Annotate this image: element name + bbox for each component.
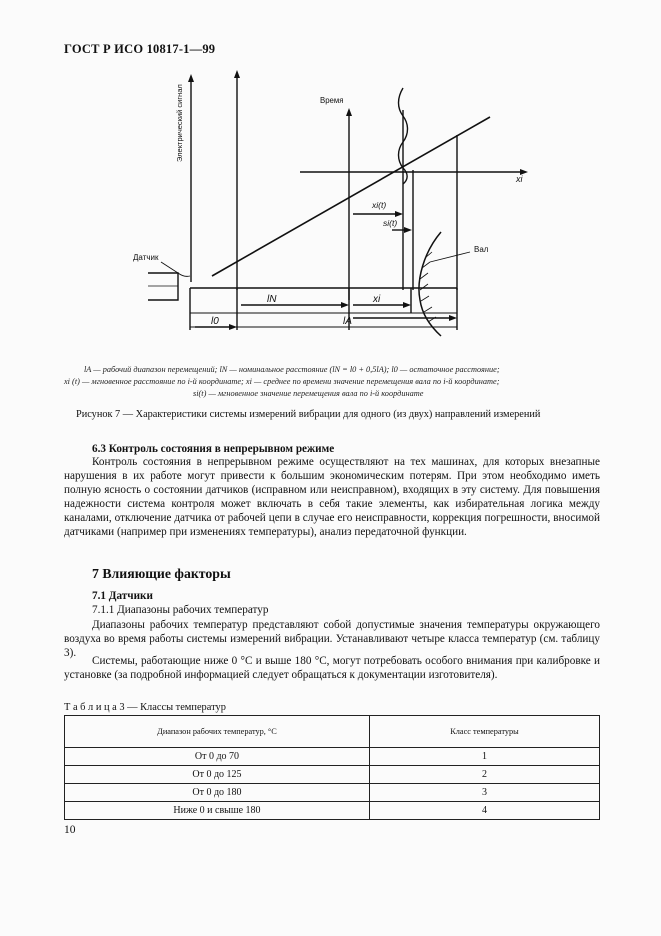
figure-caption: Рисунок 7 — Характеристики системы измерений вибрации для одного (из двух) направлений измерений [76, 409, 541, 420]
header-temperature-class: Класс температуры [369, 716, 599, 748]
shaft-label: Вал [474, 245, 489, 254]
class-cell: 4 [369, 802, 599, 820]
table-row [65, 766, 600, 784]
electrical-signal-label: Электрический сигнал [175, 84, 184, 162]
figure-7-diagram [0, 0, 661, 400]
section-7-heading: 7 Влияющие факторы [92, 566, 231, 581]
table-3-caption: Т а б л и ц а 3 — Классы температур [64, 702, 226, 713]
class-cell: 1 [369, 748, 599, 766]
temperature-classes-table [64, 715, 600, 820]
lA-label: lA [343, 316, 352, 327]
lN-label: lN [267, 294, 277, 305]
characteristic-line [212, 117, 490, 276]
xi-t-label: xi(t) [372, 200, 387, 210]
range-cell: Ниже 0 и свыше 180 [65, 802, 370, 820]
document-header: ГОСТ Р ИСО 10817-1—99 [64, 42, 216, 56]
figure-legend-line-1: lA — рабочий диапазон перемещений; lN — номинальное расстояние (lN = l0 + 0,5lA); l0 — остаточное расстояние; [84, 365, 500, 374]
section-6-3-text: Контроль состояния в непрерывном режиме осуществляют на тех машинах, для которых внезапные нарушения в их работе могут привести к большим экономическим потерям. При этом необходимо иметь полную ясность о состоянии датчиков (исправном или неисправном), входящих в эту систему. Для повышения надежности система контроля может включать в себя такие элементы, как избирательная логика между каналами, отключение датчика от рабочей цепи в случае его неисправности, коррекция погрешности, вносимой датчиками (например при изменениях температуры), анализ передаточной функции. [64, 456, 600, 539]
time-label: Время [320, 96, 344, 105]
section-6-3-heading: 6.3 Контроль состояния в непрерывном режиме [92, 443, 335, 455]
section-7-para-1: Диапазоны рабочих температур представляют собой допустимые значения температуры окружающего воздуха во время работы системы измерений вибрации. Устанавливают четыре класса температур (см. таблицу 3). [64, 619, 600, 660]
table-row [65, 784, 600, 802]
section-7-1-1-heading: 7.1.1 Диапазоны рабочих температур [92, 604, 269, 616]
range-cell: От 0 до 70 [65, 748, 370, 766]
class-cell: 3 [369, 784, 599, 802]
si-t-label: si(t) [383, 218, 398, 228]
header-temperature-range: Диапазон рабочих температур, °С [65, 716, 370, 748]
section-7-1-heading: 7.1 Датчики [92, 590, 153, 602]
table-row [65, 802, 600, 820]
class-cell: 2 [369, 766, 599, 784]
section-7-para-2: Системы, работающие ниже 0 °С и выше 180 °С, могут потребовать особого внимания при калибровке и установке (за подробной информацией следует обращаться к документации изготовителя). [64, 655, 600, 682]
xi-axis-label: xi [516, 174, 523, 184]
table-row [65, 748, 600, 766]
l0-label: l0 [211, 316, 219, 327]
range-cell: От 0 до 125 [65, 766, 370, 784]
figure-legend-line-2: xi (t) — мгновенное расстояние по i-й координате; xi — среднее по времени значение перемещения вала по i-й координате; [64, 377, 500, 386]
table-header-row [65, 716, 600, 748]
figure-legend-line-3: si(t) — мгновенное значение перемещения вала по i-й координате [193, 389, 424, 398]
range-cell: От 0 до 180 [65, 784, 370, 802]
page-number: 10 [64, 824, 76, 836]
sensor-label: Датчик [133, 253, 159, 262]
xi-bar-label: xi [373, 294, 381, 305]
